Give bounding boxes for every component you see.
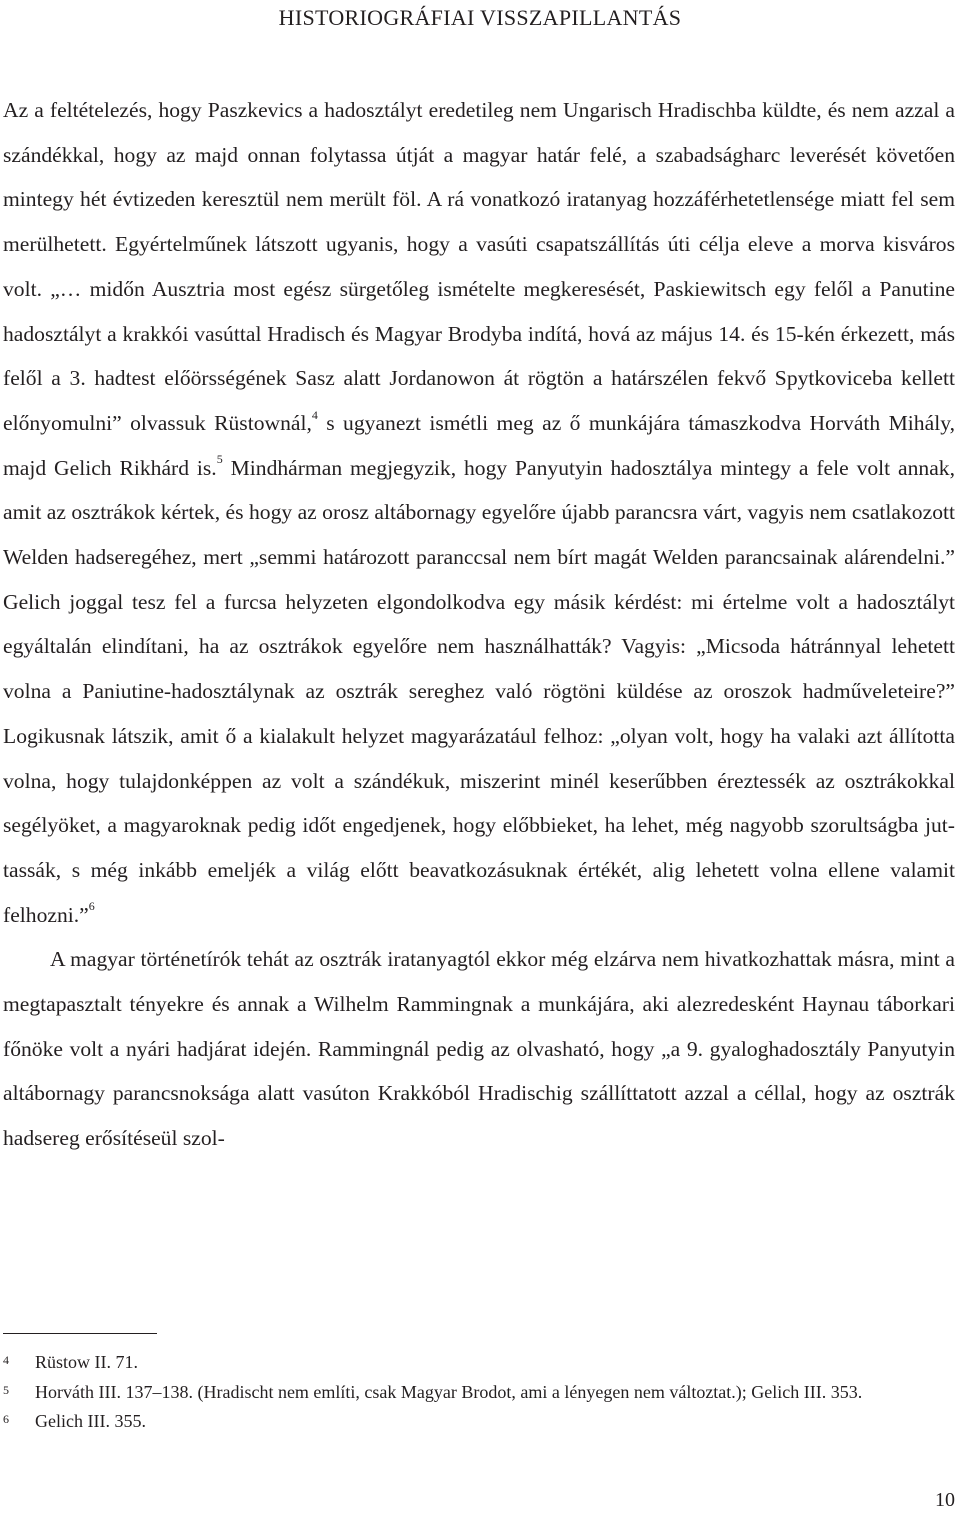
footnote-5 (3, 1378, 955, 1408)
paragraph-1-text-a: Az a feltételezés, hogy Paszkevics a hadosztályt eredetileg nem Ungarisch Hradischba küldte, és nem azzal a szándékkal, hogy az majd onnan folytassa útját a magyar határ felé, a szabadságharc leverését követően mintegy hét évtizeden keresztül nem merült föl. A rá vonatkozó iratanyag hozzáférhetetlensége miatt fel sem merülhetett. Egyértelműnek látszott ugyanis, hogy a vasúti csapatszállítás úti célja eleve a morva kisváros volt. „… midőn Ausztria most egész sürgetőleg ismételte megkeresését, Paskiewitsch egy felől a Panutine hadosztályt a krakkói vasúttal Hradisch és Magyar Brodyba indítá, hová az május 14. és 15-kén érkezett, más felől a 3. hadtest előörsségének Sasz alatt Jordanowon át rögtön a határszélen fekvő Spytkoviceba kellett előnyomulni” olvassuk Rüstownál, (3, 98, 955, 435)
footnote-number: 5 (3, 1382, 9, 1397)
main-text (3, 88, 955, 1161)
page-number: 10 (935, 1489, 955, 1511)
footnote-text: Gelich III. 355. (35, 1411, 146, 1431)
paragraph-1-text-c: Mindhárman megjegyzik, hogy Panyutyin hadosztálya mintegy a fele volt annak, amit az osztrákok kértek, és hogy az orosz altábornagy egyelőre újabb parancsra várt, vagyis nem csatlakozott Welden hadseregéhez, mert „semmi határozott paranccsal nem bírt magát Welden parancsainak alárendelni.” Gelich joggal tesz fel a furcsa helyzeten elgondolkodva egy másik kérdést: mi értelme volt a hadosztályt egyáltalán elindítani, ha az osztrákok egyelőre nem használhatták? Vagyis: „Micsoda hátránnyal lehetett volna a Paniutine-hadosztálynak az osztrák sereghez való rögtöni küldése az oroszok hadműveleteire?” Logikusnak látszik, amit ő a kialakult helyzet magyarázatául felhoz: „olyan volt, hogy ha valaki azt állította volna, hogy tulajdonképpen az volt a szándékuk, miszerint minél keserűbben éreztessék az osztrákokkal segélyöket, a magyaroknak pedig időt engedjenek, hogy előbbieket, ha lehet, még nagyobb szorultságba juttassák, s még inkább emeljék a világ előtt beavatkozásuknak értékét, alig lehetett volna ellene valamit felhozni.” (3, 455, 955, 927)
footnote-ref-6[interactable]: 6 (88, 899, 95, 914)
paragraph-1 (3, 88, 955, 937)
running-header: HISTORIOGRÁFIAI VISSZAPILLANTÁS (278, 5, 682, 30)
paragraph-1-text-b: s ugyanezt ismétli meg az ő munkájára támaszkodva Horváth Mihály, majd Gelich Rikhárd is. (3, 410, 955, 480)
footnote-number: 4 (3, 1353, 9, 1367)
footnote-text: Horváth III. 137–138. (Hradischt nem említi, csak Magyar Brodot, ami a lényegen nem változtat.); Gelich III. 353. (35, 1381, 863, 1402)
footnote-4 (3, 1348, 955, 1378)
footnote-text: Rüstow II. 71. (35, 1352, 138, 1372)
footnote-separator (3, 1333, 157, 1334)
footnote-number: 6 (3, 1412, 9, 1426)
footnote-ref-4[interactable]: 4 (311, 407, 318, 422)
footnote-ref-5[interactable]: 5 (216, 452, 223, 467)
footnotes (3, 1348, 955, 1437)
paragraph-2: A magyar történetírók tehát az osztrák iratanyagtól ekkor még elzárva nem hivatkozhattak másra, mint a megtapasztalt tényekre és annak a Wilhelm Rammingnak a munkájára, aki alezredesként Haynau táborkari főnöke volt a nyári hadjárat idején. Rammingnál pedig az olvasható, hogy „a 9. gyaloghadosztály Panyutyin altábornagy parancsnoksága alatt vasúton Krakkóból Hradischig szállíttatott azzal a céllal, hogy az osztrák hadsereg erősítéseül szol- (3, 947, 955, 1151)
footnote-6 (3, 1407, 955, 1437)
